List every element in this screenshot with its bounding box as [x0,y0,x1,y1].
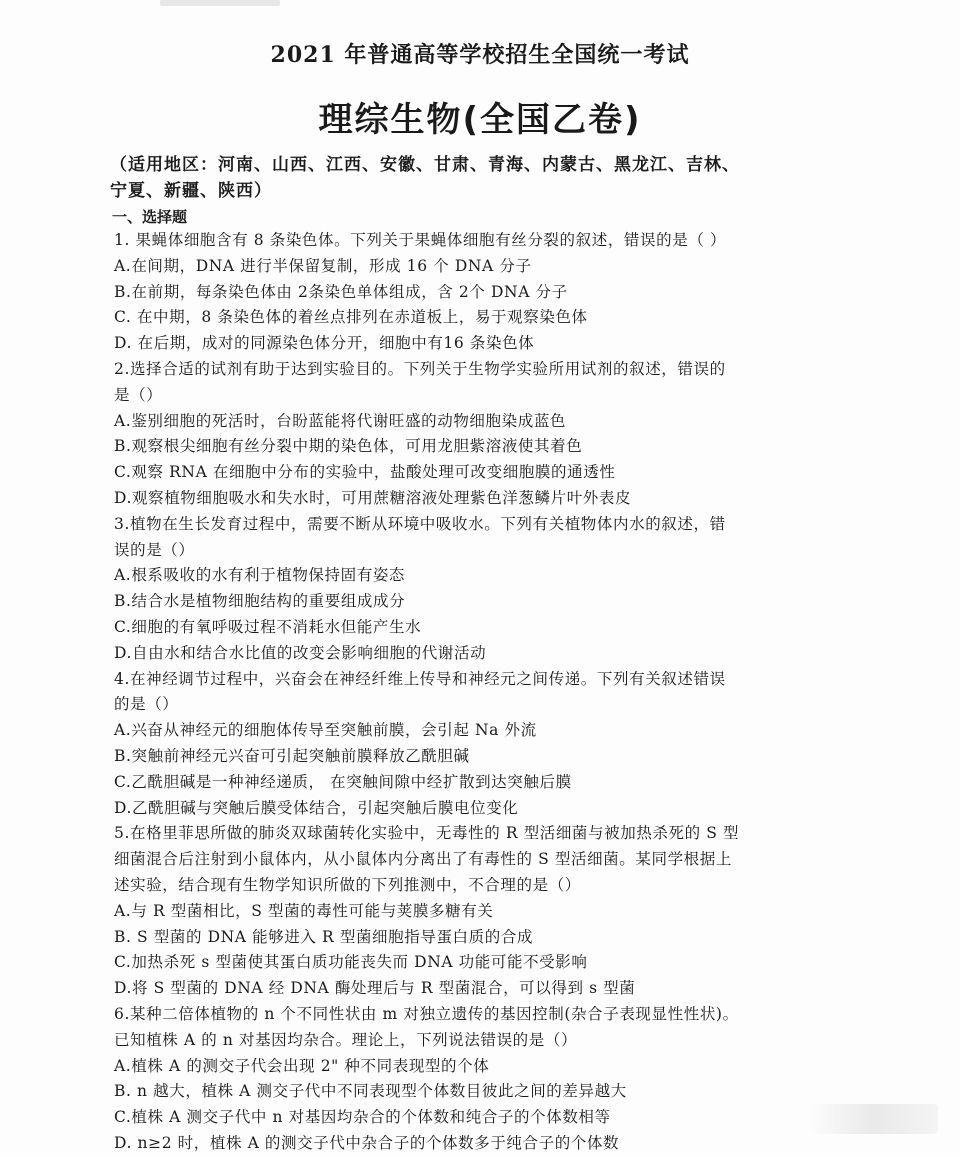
question-line: 述实验，结合现有生物学知识所做的下列推测中，不合理的是（） [114,875,581,894]
option-line: A.在间期，DNA 进行半保留复制，形成 16 个 DNA 分子 [114,256,532,275]
question-line: 1. 果蝇体细胞含有 8 条染色体。下列关于果蝇体细胞有丝分裂的叙述，错误的是（ ） [114,231,727,249]
option-line: B.突触前神经元兴奋可引起突触前膜释放乙酰胆碱 [114,746,470,765]
option-line: B.在前期，每条染色体由 2条染色单体组成，含 2个 DNA 分子 [114,282,568,301]
option-line: C.植株 A 测交子代中 n 对基因均杂合的个体数和纯合子的个体数相等 [114,1108,611,1127]
option-line: C. 在中期，8 条染色体的着丝点排列在赤道板上，易于观察染色体 [114,308,588,327]
option-line: D.自由水和结合水比值的改变会影响细胞的代谢活动 [114,643,487,662]
option-line: C.加热杀死 s 型菌使其蛋白质功能丧失而 DNA 功能可能不受影响 [114,953,588,972]
question-line: 是（） [114,385,163,404]
option-line: D.将 S 型菌的 DNA 经 DNA 酶处理后与 R 型菌混合，可以得到 s 型菌 [114,979,636,998]
question-line: 5.在格里菲思所做的肺炎双球菌转化实验中，无毒性的 R 型活细菌与被加热杀死的 S 型 [114,824,740,843]
option-line: D.乙酰胆碱与突触后膜受体结合，引起突触后膜电位变化 [114,798,519,817]
option-line: A.与 R 型菌相比，S 型菌的毒性可能与荚膜多糖有关 [114,901,494,920]
question-line: 细菌混合后注射到小鼠体内，从小鼠体内分离出了有毒性的 S 型活细菌。某同学根据上 [114,850,732,869]
region-line: （适用地区：河南、山西、江西、安徽、甘肃、青海、内蒙古、黑龙江、吉林、 [110,155,740,175]
option-line: D. n≥2 时，植株 A 的测交子代中杂合子的个体数多于纯合子的个体数 [114,1133,620,1152]
paper-title: 理综生物(全国乙卷) [318,100,642,140]
option-line: C.细胞的有氧呼吸过程不消耗水但能产生水 [114,617,422,636]
region-line: 宁夏、新疆、陕西） [110,181,272,201]
section-title: 一、选择题 [112,208,188,226]
option-line: D. 在后期，成对的同源染色体分开，细胞中有16 条染色体 [114,334,535,353]
question-line: 6.某种二倍体植物的 n 个不同性状由 m 对独立遗传的基因控制(杂合子表现显性性状)。 [114,1004,739,1023]
question-list [114,228,854,1157]
option-line: C.观察 RNA 在细胞中分布的实验中，盐酸处理可改变细胞膜的通透性 [114,463,616,482]
option-line: A.根系吸收的水有利于植物保持固有姿态 [114,566,406,585]
exam-title: 2021 年普通高等学校招生全国统一考试 [270,42,690,68]
option-line: A.鉴别细胞的死活时，台盼蓝能将代谢旺盛的动物细胞染成蓝色 [114,411,567,430]
option-line: D.观察植物细胞吸水和失水时，可用蔗糖溶液处理紫色洋葱鳞片叶外表皮 [114,488,632,507]
question-line: 3.植物在生长发育过程中，需要不断从环境中吸收水。下列有关植物体内水的叙述，错 [114,514,726,533]
option-line: B. S 型菌的 DNA 能够进入 R 型菌细胞指导蛋白质的合成 [114,927,534,946]
option-line: A.植株 A 的测交子代会出现 2" 种不同表现型的个体 [114,1056,490,1075]
question-line: 4.在神经调节过程中，兴奋会在神经纤维上传导和神经元之间传递。下列有关叙述错误 [114,669,726,688]
option-line: C.乙酰胆碱是一种神经递质， 在突触间隙中经扩散到达突触后膜 [114,772,572,791]
option-line: B.结合水是植物细胞结构的重要组成成分 [114,592,406,611]
blurred-watermark [808,1104,938,1134]
question-line: 误的是（） [114,540,195,559]
option-line: A.兴奋从神经元的细胞体传导至突触前膜，会引起 Na 外流 [114,721,537,740]
applicable-regions [110,152,850,204]
question-line: 已知植株 A 的 n 对基因均杂合。理论上，下列说法错误的是（） [114,1030,578,1049]
scan-mark [160,0,280,6]
option-line: B. n 越大，植株 A 测交子代中不同表现型个体数目彼此之间的差异越大 [114,1082,627,1101]
question-line: 的是（） [114,695,179,714]
question-line: 2.选择合适的试剂有助于达到实验目的。下列关于生物学实验所用试剂的叙述，错误的 [114,359,726,378]
option-line: B.观察根尖细胞有丝分裂中期的染色体，可用龙胆紫溶液使其着色 [114,437,583,456]
